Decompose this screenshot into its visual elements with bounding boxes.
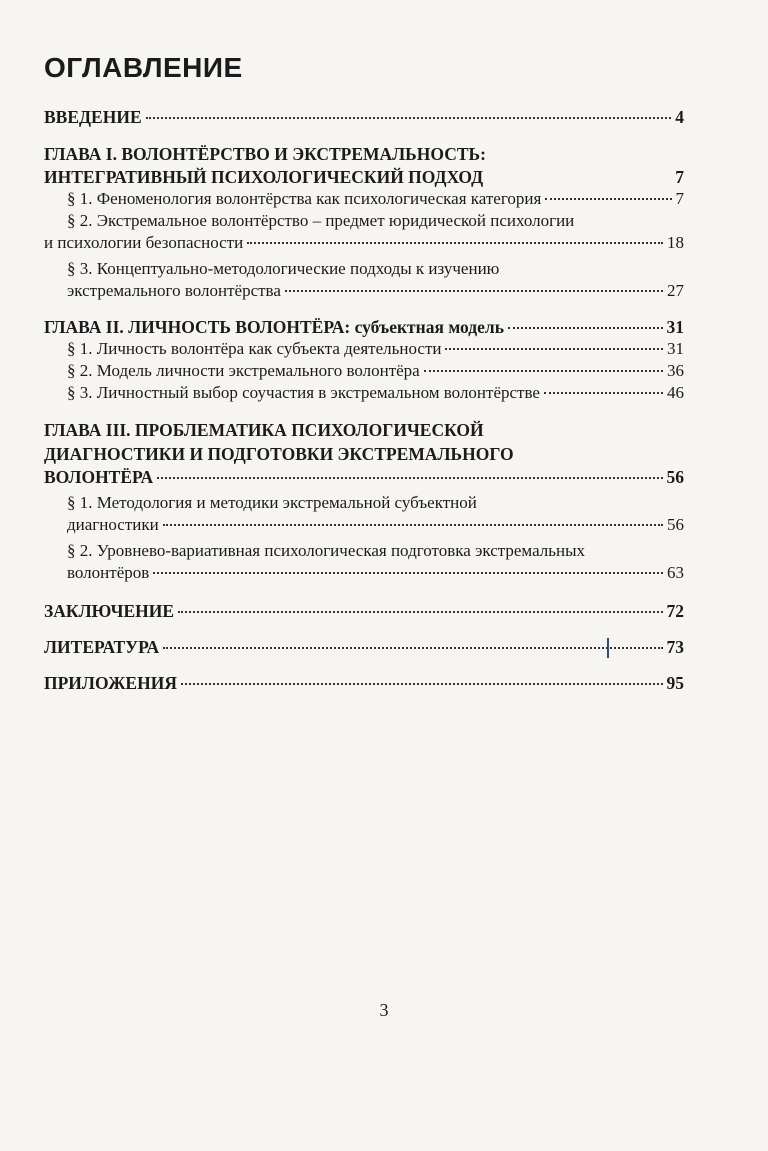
- page-title: ОГЛАВЛЕНИЕ: [44, 52, 243, 83]
- dot-leader: [508, 327, 663, 329]
- toc-entry-intro[interactable]: [44, 106, 684, 128]
- toc-entry-ch1-s3-line1: § 3. Концептуально-методологические подходы к изучению: [67, 259, 500, 278]
- toc-chapter1-heading: ГЛАВА I. ВОЛОНТЁРСТВО И ЭКСТРЕМАЛЬНОСТЬ:: [44, 144, 486, 164]
- toc-entry-chapter1[interactable]: [44, 166, 684, 188]
- toc-entry-chapter2[interactable]: [44, 316, 684, 338]
- toc-entry-label: ВВЕДЕНИЕ: [44, 107, 142, 127]
- dot-leader: [153, 572, 663, 574]
- toc-entry-label: экстремального волонтёрства: [67, 281, 281, 300]
- toc-entry-label: ГЛАВА II. ЛИЧНОСТЬ ВОЛОНТЁРА: субъектная модель: [44, 317, 504, 337]
- toc-entry-label: диагностики: [67, 515, 159, 534]
- toc-entry-label: § 1. Феноменология волонтёрства как психологическая категория: [67, 189, 542, 208]
- toc-entry-ch3-s2[interactable]: [44, 562, 684, 584]
- dot-leader: [181, 683, 663, 685]
- toc-entry-appendices[interactable]: [44, 672, 684, 694]
- toc-page-number: 31: [667, 339, 684, 358]
- toc-page-number: 36: [667, 361, 684, 380]
- toc-page-number: 4: [675, 107, 684, 127]
- toc-chapter3-heading-line2: ДИАГНОСТИКИ И ПОДГОТОВКИ ЭКСТРЕМАЛЬНОГО: [44, 444, 514, 464]
- dot-leader: [163, 647, 662, 649]
- dot-leader: [146, 117, 672, 119]
- dot-leader: [487, 177, 671, 179]
- toc-entry-ch3-s1-line1: § 1. Методология и методики экстремальной субъектной: [67, 493, 477, 512]
- toc-entry-ch1-s2[interactable]: [44, 232, 684, 254]
- toc-page-number: 72: [666, 601, 684, 621]
- toc-entry-label: ВОЛОНТЁРА: [44, 467, 154, 487]
- toc-entry-literature[interactable]: [44, 636, 684, 658]
- dot-leader: [445, 348, 663, 350]
- table-of-contents: [44, 48, 684, 694]
- toc-entry-label: § 1. Личность волонтёра как субъекта деятельности: [67, 339, 442, 358]
- toc-entry-ch1-s2-line1: § 2. Экстремальное волонтёрство – предмет юридической психологии: [67, 211, 575, 230]
- toc-entry-label: ИНТЕГРАТИВНЫЙ ПСИХОЛОГИЧЕСКИЙ ПОДХОД: [44, 167, 484, 187]
- page-number: 3: [379, 1000, 389, 1020]
- toc-entry-conclusion[interactable]: [44, 600, 684, 622]
- dot-leader: [285, 290, 663, 292]
- toc-entry-ch3-s2-line1: § 2. Уровнево-вариативная психологическая подготовка экстремальных: [67, 541, 586, 560]
- toc-entry-label: ПРИЛОЖЕНИЯ: [44, 673, 177, 693]
- toc-entry-chapter3[interactable]: [44, 466, 684, 488]
- toc-entry-ch3-s1[interactable]: [44, 514, 684, 536]
- toc-page-number: 31: [666, 317, 684, 337]
- dot-leader: [545, 198, 671, 200]
- toc-page-number: 56: [666, 467, 684, 487]
- toc-page-number: 46: [667, 383, 684, 402]
- dot-leader: [178, 611, 662, 613]
- toc-entry-ch1-s3[interactable]: [44, 280, 684, 302]
- toc-entry-ch2-s1[interactable]: [44, 338, 684, 360]
- toc-chapter3-heading-line1: ГЛАВА III. ПРОБЛЕМАТИКА ПСИХОЛОГИЧЕСКОЙ: [44, 420, 484, 440]
- toc-page-number: 63: [667, 563, 684, 582]
- toc-entry-label: волонтёров: [67, 563, 150, 582]
- toc-entry-ch1-s1[interactable]: [44, 188, 684, 210]
- toc-entry-label: § 2. Модель личности экстремального волонтёра: [67, 361, 420, 380]
- dot-leader: [247, 242, 663, 244]
- toc-page-number: 56: [667, 515, 684, 534]
- dot-leader: [544, 392, 663, 394]
- toc-page-number: 7: [675, 189, 684, 208]
- toc-entry-label: ЗАКЛЮЧЕНИЕ: [44, 601, 175, 621]
- toc-entry-label: и психологии безопасности: [44, 233, 244, 252]
- toc-page-number: 95: [666, 673, 684, 693]
- toc-page-number: 27: [667, 281, 684, 300]
- toc-page-number: 73: [666, 637, 684, 657]
- toc-page-number: 18: [667, 233, 684, 252]
- toc-page-number: 7: [675, 167, 684, 187]
- toc-entry-ch2-s2[interactable]: [44, 360, 684, 382]
- dot-leader: [163, 524, 663, 526]
- toc-entry-ch2-s3[interactable]: [44, 382, 684, 404]
- dot-leader: [424, 370, 663, 372]
- dot-leader: [157, 477, 662, 479]
- toc-entry-label: § 3. Личностный выбор соучастия в экстремальном волонтёрстве: [67, 383, 540, 402]
- toc-entry-label: ЛИТЕРАТУРА: [44, 637, 160, 657]
